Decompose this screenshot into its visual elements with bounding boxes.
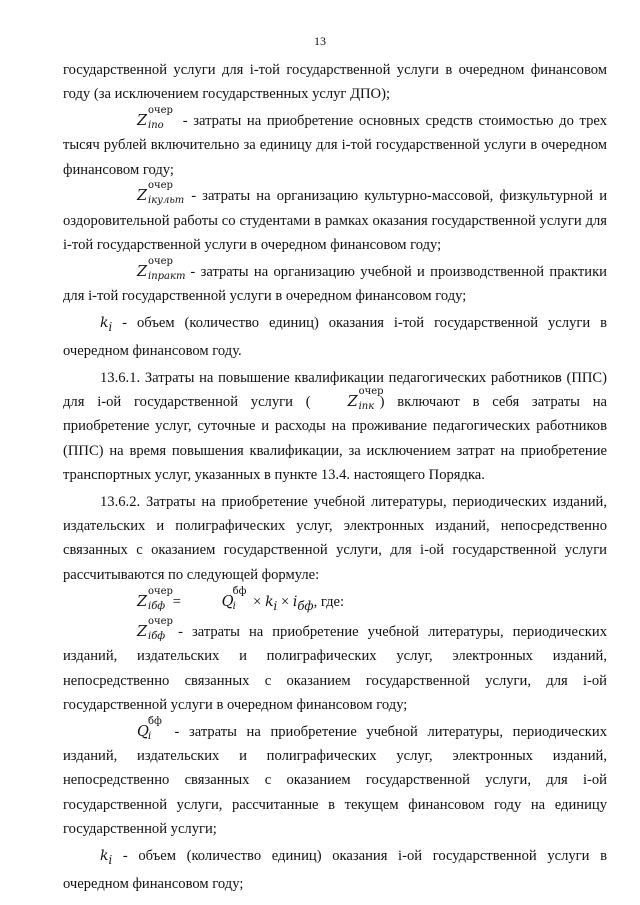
formula-equals: = bbox=[172, 593, 181, 610]
formula-times: × bbox=[253, 593, 262, 610]
paragraph-13-6-2: 13.6.2. Затраты на приобретение учебной литературы, периодических изданий, издательских и полиграфических услуг, электронных изданий, непосредственно связанных с оказанием государственной услуги, для i-ой государственной услуги рассчитываются по следующей формуле: bbox=[63, 493, 607, 583]
symbol-z-ikult: Z очер iкульт bbox=[137, 180, 185, 207]
formula-i: $i_{бф}$ bbox=[292, 593, 314, 613]
formula-tail: , где: bbox=[313, 593, 345, 610]
symbol-z-iprakt: Z очер iпракт bbox=[137, 255, 186, 282]
symbol-z-ipk: Z очер iпк bbox=[347, 386, 384, 413]
paragraph-z-ibf bbox=[63, 616, 608, 717]
page-number: 13 bbox=[314, 34, 326, 48]
symbol-z-ibf: Z очер iбф bbox=[137, 616, 173, 643]
definition-text: - затраты на приобретение учебной литературы, периодических изданий, издательских и полиграфических услуг, электронных изданий, непосредственно связанных с оказанием государственной услуги, для i-ой государственной услуги, рассчитанные в текущем финансовом году на единицу государственной услуги; bbox=[63, 723, 608, 837]
symbol-q-i: Q бф i bbox=[137, 715, 162, 742]
paragraph-continuation: государственной услуги для i-той государственной услуги в очередном финансовом году (за исключением государственных услуг ДПО); bbox=[63, 62, 607, 103]
definition-text: - затраты на приобретение основных средств стоимостью до трех тысяч рублей включительно за единицу для i-той государственной услуги в очередном финансовом году; bbox=[63, 113, 607, 178]
paragraph-z-ikult bbox=[63, 180, 608, 257]
formula-line bbox=[63, 585, 607, 618]
paragraph-k-i-2 bbox=[63, 844, 607, 896]
definition-text: - затраты на организацию культурно-массовой, физкультурной и оздоровительной работы со студентами в рамках оказания государственной услуги для i-той государственной услуги в очередном финансовом году; bbox=[63, 188, 608, 254]
paragraph-z-iprakt bbox=[63, 255, 607, 309]
symbol-z-ipo: Z очер iпо bbox=[137, 105, 173, 132]
paragraph-k-i bbox=[63, 311, 607, 363]
symbol-k: $k_i$ bbox=[100, 847, 113, 867]
definition-text: - объем (количество единиц) оказания i-ой государственной услуги в очередном финансовом году; bbox=[63, 847, 607, 892]
definition-text: - объем (количество единиц) оказания i-той государственной услуги в очередном финансовом году. bbox=[63, 314, 607, 360]
definition-text: - затраты на приобретение учебной литературы, периодических изданий, издательских и полиграфических услуг, электронных изданий, непосредственно связанных с оказанием государственной услуги, для i-ой государственной услуги в очередном финансовом году; bbox=[63, 624, 608, 714]
definition-text: - затраты на организацию учебной и производственной практики для i-той государственной услуги в очередном финансовом году; bbox=[63, 263, 607, 305]
paragraph-13-6-1: 13.6.1. Затраты на повышение квалификации педагогических работников (ППС) для i-ой государственной услуги ( Z очер iпк ) включают в себя затраты на приобретение услуг, суточные и расходы на проживание педагогических работников (ППС) на время повышения квалификации, за исключением затрат на приобретение транспортных услуг, указанных в пункте 13.4. настоящего Порядка. bbox=[63, 369, 608, 484]
formula-k: $k_i$ bbox=[265, 593, 278, 613]
formula-q: Q бф i bbox=[221, 585, 247, 612]
paragraph-q-i bbox=[63, 715, 608, 841]
paragraph-z-ipo bbox=[63, 105, 607, 182]
document-body bbox=[63, 58, 607, 899]
formula-lhs: Z очер iбф bbox=[137, 585, 173, 612]
formula-times: × bbox=[280, 593, 290, 610]
symbol-k: $k_i$ bbox=[100, 314, 113, 334]
